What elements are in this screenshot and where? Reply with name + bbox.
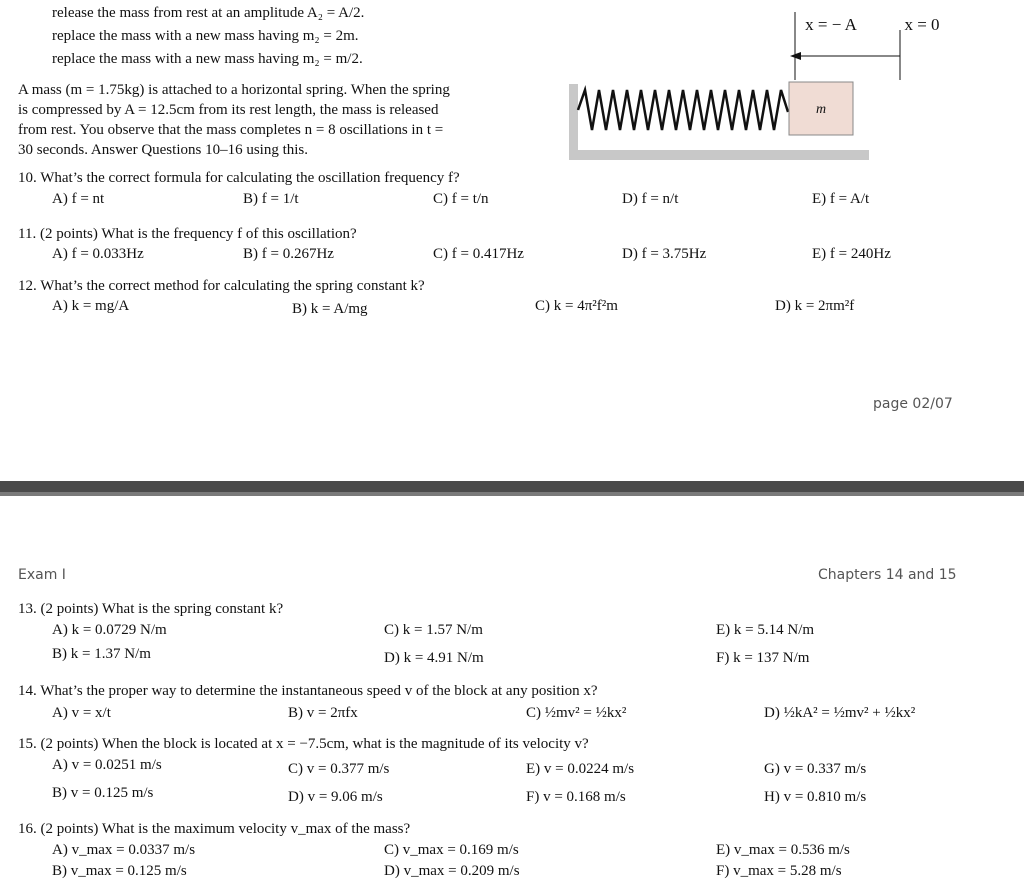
q14-option-b[interactable]: B) v = 2πfx (288, 705, 358, 721)
q13-option-d[interactable]: D) k = 4.91 N/m (384, 650, 484, 666)
q16-option-a[interactable]: A) v_max = 0.0337 m/s (52, 842, 196, 858)
question-10: 10. What’s the correct formula for calculating the oscillation frequency f? (18, 170, 460, 186)
intro-line-4: 30 seconds. Answer Questions 10–16 using this. (18, 142, 308, 158)
spring-diagram (555, 0, 975, 175)
option-b-prev: release the mass from rest at an amplitude A₂ = A/2. (52, 5, 365, 21)
wall (569, 84, 578, 158)
exam-header: Exam I (18, 567, 66, 583)
question-12: 12. What’s the correct method for calculating the spring constant k? (18, 278, 425, 294)
q15-option-f[interactable]: F) v = 0.168 m/s (526, 789, 626, 805)
q12-option-b[interactable]: B) k = A/mg (292, 301, 368, 317)
q10-option-c[interactable]: C) f = t/n (433, 191, 489, 207)
q11-option-a[interactable]: A) f = 0.033Hz (52, 246, 144, 262)
q15-option-g[interactable]: G) v = 0.337 m/s (764, 761, 867, 777)
q10-option-e[interactable]: E) f = A/t (812, 191, 870, 207)
spring (578, 90, 788, 130)
q13-option-b[interactable]: B) k = 1.37 N/m (52, 646, 151, 662)
floor (569, 150, 869, 160)
q11-option-c[interactable]: C) f = 0.417Hz (433, 246, 524, 262)
q11-option-d[interactable]: D) f = 3.75Hz (622, 246, 707, 262)
q16-option-e[interactable]: E) v_max = 0.536 m/s (716, 842, 850, 858)
q16-option-f[interactable]: F) v_max = 5.28 m/s (716, 863, 842, 879)
question-15: 15. (2 points) When the block is located at x = −7.5cm, what is the magnitude of its velocity v? (18, 736, 589, 752)
q12-option-d[interactable]: D) k = 2πm²f (775, 298, 855, 314)
q15-option-e[interactable]: E) v = 0.0224 m/s (526, 761, 635, 777)
q12-option-c[interactable]: C) k = 4π²f²m (535, 298, 618, 314)
q14-option-c[interactable]: C) ½mv² = ½kx² (526, 705, 627, 721)
q11-option-e[interactable]: E) f = 240Hz (812, 246, 891, 262)
intro-line-2: is compressed by A = 12.5cm from its rest length, the mass is released (18, 102, 439, 118)
q13-option-f[interactable]: F) k = 137 N/m (716, 650, 810, 666)
option-d-prev: replace the mass with a new mass having m₂ = m/2. (52, 51, 363, 67)
page-divider (0, 481, 1024, 496)
q11-option-b[interactable]: B) f = 0.267Hz (243, 246, 334, 262)
intro-line-1: A mass (m = 1.75kg) is attached to a horizontal spring. When the spring (18, 82, 450, 98)
intro-line-3: from rest. You observe that the mass completes n = 8 oscillations in t = (18, 122, 444, 138)
question-11: 11. (2 points) What is the frequency f of this oscillation? (18, 226, 357, 242)
question-14: 14. What’s the proper way to determine the instantaneous speed v of the block at any position x? (18, 683, 598, 699)
q15-option-d[interactable]: D) v = 9.06 m/s (288, 789, 383, 805)
option-c-prev: replace the mass with a new mass having m₂ = 2m. (52, 28, 359, 44)
q15-option-c[interactable]: C) v = 0.377 m/s (288, 761, 390, 777)
q14-option-d[interactable]: D) ½kA² = ½mv² + ½kx² (764, 705, 916, 721)
q12-option-a[interactable]: A) k = mg/A (52, 298, 130, 314)
page-number: page 02/07 (873, 396, 953, 412)
q14-option-a[interactable]: A) v = x/t (52, 705, 111, 721)
q15-option-b[interactable]: B) v = 0.125 m/s (52, 785, 154, 801)
q10-option-b[interactable]: B) f = 1/t (243, 191, 299, 207)
q13-option-e[interactable]: E) k = 5.14 N/m (716, 622, 815, 638)
question-16: 16. (2 points) What is the maximum velocity v_max of the mass? (18, 821, 411, 837)
label-x-minus-a: x = − A (805, 15, 857, 34)
q16-option-b[interactable]: B) v_max = 0.125 m/s (52, 863, 187, 879)
q13-option-a[interactable]: A) k = 0.0729 N/m (52, 622, 167, 638)
q16-option-d[interactable]: D) v_max = 0.209 m/s (384, 863, 520, 879)
q13-option-c[interactable]: C) k = 1.57 N/m (384, 622, 483, 638)
q10-option-a[interactable]: A) f = nt (52, 191, 105, 207)
chapters-header: Chapters 14 and 15 (818, 567, 957, 583)
q16-option-c[interactable]: C) v_max = 0.169 m/s (384, 842, 519, 858)
label-x-zero: x = 0 (904, 15, 940, 34)
question-13: 13. (2 points) What is the spring constant k? (18, 601, 284, 617)
q15-option-a[interactable]: A) v = 0.0251 m/s (52, 757, 162, 773)
q15-option-h[interactable]: H) v = 0.810 m/s (764, 789, 867, 805)
mass-label: m (815, 102, 827, 117)
q10-option-d[interactable]: D) f = n/t (622, 191, 679, 207)
